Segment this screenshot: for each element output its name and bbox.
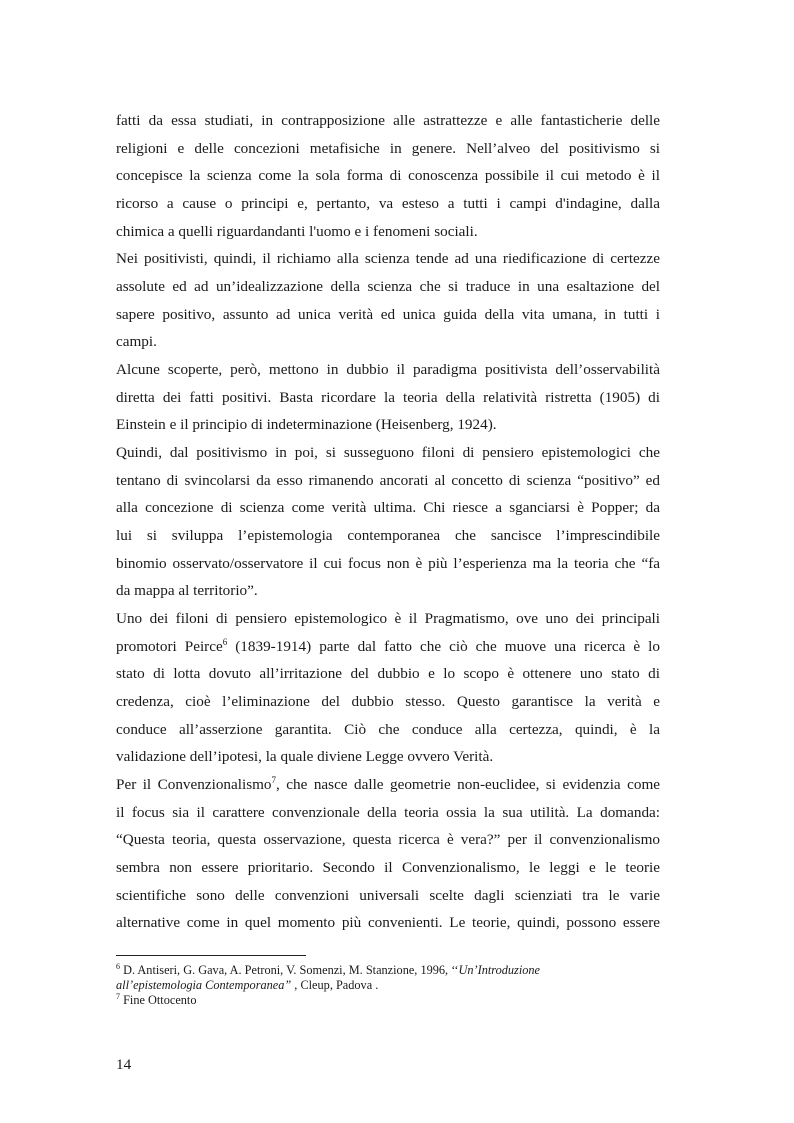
body-text: , che nasce dalle geometrie non-euclidee, si evidenzia come	[276, 776, 661, 793]
body-line: religioni e delle concezioni metafisiche in genere. Nell’alveo del positivismo si	[116, 140, 660, 157]
body-line: tentano di svincolarsi da esso rimanendo ancorati al concetto di scienza “positivo” ed	[116, 472, 660, 489]
body-line: Alcune scoperte, però, mettono in dubbio il paradigma positivista dell’osservabilità	[116, 361, 660, 378]
body-line: conduce all’asserzione garantita. Ciò che conduce alla certezza, quindi, è la	[116, 721, 660, 738]
page-number: 14	[116, 1056, 132, 1073]
footnote-number: 6	[116, 961, 120, 971]
body-line: diretta dei fatti positivi. Basta ricordare la teoria della relatività ristretta (1905) di	[116, 389, 660, 406]
footnote-number: 7	[116, 991, 120, 1001]
footnote-text: , Cleup, Padova .	[291, 978, 379, 992]
footnote-continuation	[116, 978, 378, 993]
body-line: alla concezione di scienza come verità ultima. Chi riesce a sganciarsi è Popper; da	[116, 499, 660, 516]
footnote-reference: 7	[271, 774, 277, 785]
body-line: chimica a quelli riguardandanti l'uomo e i fenomeni sociali.	[116, 223, 478, 240]
body-line	[116, 775, 660, 795]
footnote-separator	[116, 955, 306, 956]
body-line: da mappa al territorio”.	[116, 582, 258, 599]
body-line: credenza, cioè l’eliminazione del dubbio stesso. Questo garantisce la verità e	[116, 693, 660, 710]
footnote-text: Fine Ottocento	[120, 993, 197, 1007]
body-line: Quindi, dal positivismo in poi, si susseguono filoni di pensiero epistemologici che	[116, 444, 660, 461]
body-line: “Questa teoria, questa osservazione, questa ricerca è vera?” per il convenzionalismo	[116, 831, 660, 848]
body-line: sembra non essere prioritario. Secondo il Convenzionalismo, le leggi e le teorie	[116, 859, 660, 876]
footnote	[116, 963, 540, 978]
body-line: alternative come in quel momento più convenienti. Le teorie, quindi, possono essere	[116, 914, 660, 931]
body-line: campi.	[116, 333, 157, 350]
footnote	[116, 993, 197, 1008]
body-line: binomio osservato/osservatore il cui focus non è più l’esperienza ma la teoria che “fa	[116, 555, 660, 572]
body-text: Per il Convenzionalismo	[116, 776, 272, 793]
body-line: stato di lotta dovuto all’irritazione del dubbio e lo scopo è ottenere uno stato di	[116, 665, 660, 682]
body-line: il focus sia il carattere convenzionale della teoria ossia la sua utilità. La domanda:	[116, 804, 660, 821]
body-line: sapere positivo, assunto ad unica verità ed unica guida della vita umana, in tutti i	[116, 306, 660, 323]
footnote-text: D. Antiseri, G. Gava, A. Petroni, V. Somenzi, M. Stanzione, 1996, ‘‘	[120, 963, 459, 977]
footnote-title: all’epistemologia Contemporanea”	[116, 978, 292, 992]
body-text: promotori Peirce	[116, 638, 223, 655]
body-line: assolute ed ad un’idealizzazione della scienza che si traduce in una esaltazione del	[116, 278, 660, 295]
body-line: fatti da essa studiati, in contrapposizione alle astrattezze e alle fantasticherie delle	[116, 112, 660, 129]
body-line	[116, 637, 660, 657]
footnote-reference: 6	[222, 636, 228, 647]
body-line: concepisce la scienza come la sola forma di conoscenza possibile il cui metodo è il	[116, 167, 660, 184]
footnote-title: Un’Introduzione	[458, 963, 540, 977]
body-line: Uno dei filoni di pensiero epistemologico è il Pragmatismo, ove uno dei principali	[116, 610, 660, 627]
body-line: Nei positivisti, quindi, il richiamo alla scienza tende ad una riedificazione di certezze	[116, 250, 660, 267]
body-text: (1839-1914) parte dal fatto che ciò che muove una ricerca è lo	[235, 638, 660, 655]
body-line: ricorso a cause o principi e, pertanto, va esteso a tutti i campi d'indagine, dalla	[116, 195, 660, 212]
body-line: lui si sviluppa l’epistemologia contemporanea che sancisce l’imprescindibile	[116, 527, 660, 544]
body-line: validazione dell’ipotesi, la quale diviene Legge ovvero Verità.	[116, 748, 494, 765]
body-line: scientifiche sono delle convenzioni universali scelte dagli scienziati tra le varie	[116, 887, 660, 904]
body-line: Einstein e il principio di indeterminazione (Heisenberg, 1924).	[116, 416, 497, 433]
